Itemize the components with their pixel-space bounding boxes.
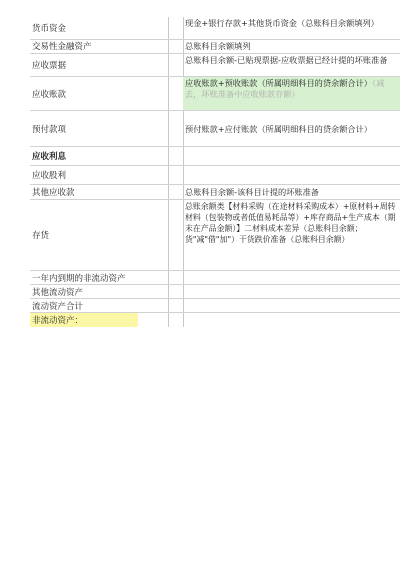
row-formula <box>183 313 400 327</box>
row-label: 非流动资产： <box>30 313 138 327</box>
row-label: 存货 <box>32 231 50 241</box>
row-formula <box>183 147 400 165</box>
row-formula: 总账科目余额-已贴现票据-应收票据已经计提的坏账准备 <box>185 55 388 65</box>
row-formula: 总账余额类【材料采购（在途材料采购成本）+原材料+周转材料（包装物或者低值易耗品等）+库存商品+生产成本（期末在产品金额）】二材料成本差异（总账科目余额；货"减"借"加"）干货跌价准备（总账科目余额） <box>185 202 396 244</box>
row-formula <box>183 285 400 298</box>
table-row <box>30 271 400 284</box>
row-label: 预付款项 <box>32 124 67 135</box>
row-label: 应收票据 <box>32 61 67 71</box>
table-row <box>30 111 400 146</box>
table-row <box>30 166 400 184</box>
table-row <box>30 40 400 52</box>
table-row <box>30 299 400 312</box>
row-label: 货币资金 <box>32 24 67 34</box>
row-formula <box>183 299 400 312</box>
row-label: 交易性金融资产 <box>32 42 92 52</box>
table-row <box>30 147 400 165</box>
row-formula: 总账科目余额填列 <box>185 41 251 51</box>
row-formula <box>183 166 400 184</box>
row-label: 其他应收款 <box>32 188 75 198</box>
table-row <box>30 185 400 199</box>
row-label: 应收股利 <box>32 171 67 181</box>
row-label: 应收利息 <box>32 152 67 162</box>
row-label: 应收账款 <box>32 89 67 100</box>
row-label: 一年内到期的非流动资产 <box>32 273 126 284</box>
row-formula-cell <box>183 77 400 110</box>
row-formula: 总账科目余额-该科目计提的坏账准备 <box>185 187 319 197</box>
row-formula: 现金+银行存款+其他货币资金（总账科目余额填列） <box>185 18 379 28</box>
table-row <box>30 54 400 76</box>
row-formula: 预付账款+应付账款（所属明细科目的贷余额合计） <box>185 123 372 134</box>
table-row <box>30 77 400 110</box>
row-label: 流动资产合计 <box>32 301 84 312</box>
row-formula <box>183 271 400 284</box>
table-row <box>30 200 400 270</box>
table-row <box>30 313 400 327</box>
table-row <box>30 17 400 39</box>
row-formula-note: （减去，坏账准备中应收账款存额） <box>185 78 385 99</box>
table-row <box>30 285 400 298</box>
row-formula: 应收账款+预收账款（所属明细科目的贷余额合计） <box>185 78 372 88</box>
row-label: 其他流动资产 <box>32 287 84 298</box>
